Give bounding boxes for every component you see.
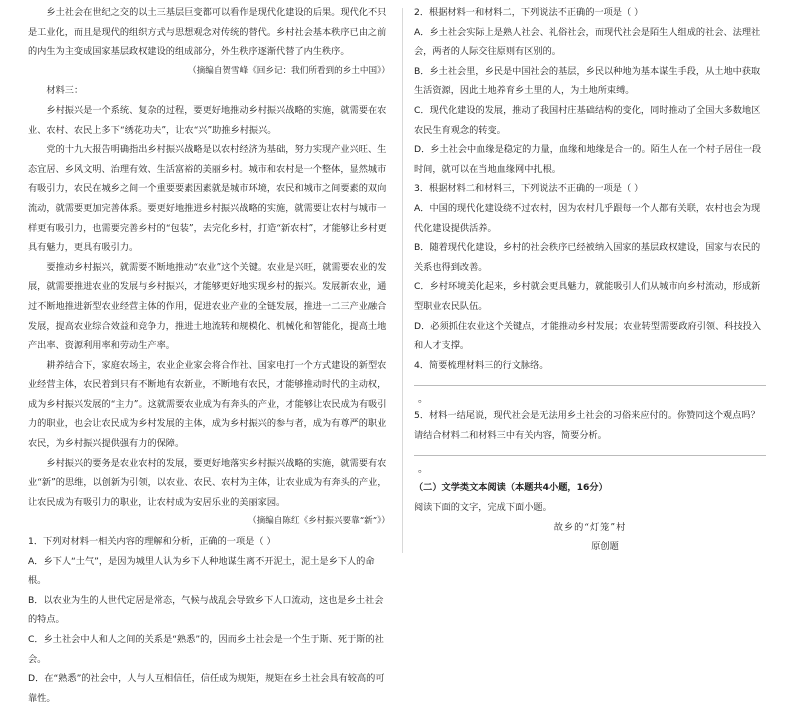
question-3: 3．根据材料二和材料三，下列说法不正确的一项是（ ） <box>414 183 644 195</box>
question-2-option-d: D．乡土社会中血缘是稳定的力量，血缘和地缘是合一的。陌生人在一个村子居住一段时间，就可以在当地血缘网中扎根。 <box>414 144 762 175</box>
material-paragraph: 耕养结合下，家庭农场主，农业企业家会将合作社、国家电打一个方式建设的新型农业经营主体，农民着到只有不断地有农新业，不断地有农民，才能够推动时代的主动权，成为乡村振兴发展的“主力”。这就需要农业成为有奔头的产业，才能够让农民成为有吸引力的职业，也会让农民成为乡村发展的主体，成为乡村振兴的参与者，成为有尊严的职业农民，为乡村振兴提供强有力的保障。 <box>28 359 387 450</box>
question-3-option-a: A．中国的现代化建设绕不过农村，因为农村几乎跟每一个人都有关联，农村也会为现代化建设提供活养。 <box>414 202 761 234</box>
question-3-option-b: B．随着现代化建设，乡村的社会秩序已经被纳入国家的基层政权建设，国家与农民的关系也得到改善。 <box>414 242 761 273</box>
question-1-option-a: A．乡下人“土气”，是因为城里人认为乡下人种地谋生离不开泥土，泥土是乡下人的命根。 <box>28 555 375 587</box>
answer-end-mark: 。 <box>418 394 428 406</box>
source-citation: （摘编自贺雪峰《回乡记：我们所看到的乡土中国》） <box>188 65 390 76</box>
right-column <box>414 0 766 561</box>
material-paragraph: 乡土社会在世纪之交的以土三基层巨变都可以看作是现代化建设的后果。现代化不只是工业化，而且是现代的组织方式与思想观念对传统的替代。乡村社会基本秩序已由之前的内生为主变成国家基层政权建设的组成部分，外生秩序逐渐代替了内生秩序。 <box>28 7 387 58</box>
question-1-option-d: D．在“熟悉”的社会中，人与人互相信任，信任成为规矩，规矩在乡土社会具有较高的可靠性。 <box>28 673 385 704</box>
question-2-option-b: B．乡土社会里，乡民是中国社会的基层，乡民以种地为基本谋生手段，从土地中获取生活资源，因此土地养育乡土里的人，为土地所束缚。 <box>414 65 761 97</box>
question-3-option-d: D．必须抓住农业这个关键点，才能推动乡村发展；农业转型需要政府引领、科技投入和人才支撑。 <box>414 320 762 352</box>
answer-line[interactable] <box>414 455 766 456</box>
question-4: 4．简要梳理材料三的行文脉络。 <box>414 359 549 371</box>
material-paragraph: 要推动乡村振兴，就需要不断地推动“农业”这个关键。农业是兴旺，就需要农业的发展，就需要推进农业的发展与乡村振兴，才能够更好地实现乡村的振兴。发展新农业，通过不断地推进新型农业经营主体的作用，促进农业产业的全链发展，推进一二三产业融合发展，提高农业综合效益和竞争力，推进土地流转和规模化、机械化和智能化，提高土地产出率、资源利用率和劳动生产率。 <box>28 261 387 352</box>
question-1-option-c: C．乡土社会中人和人之间的关系是“熟悉”的，因而乡土社会是一个生于斯、死于斯的社会。 <box>28 634 384 665</box>
material-heading: 材料三： <box>46 85 84 97</box>
story-author: 原创题 <box>591 541 619 553</box>
answer-end-mark: 。 <box>418 464 428 476</box>
section-heading: （二）文学类文本阅读（本题共4小题，16分） <box>414 482 608 494</box>
material-paragraph: 党的十九大报告明确指出乡村振兴战略是以农村经济为基础，努力实现产业兴旺、生态宜居、乡风文明、治理有效、生活富裕的美丽乡村。城市和农村是一个整体，显然城市有吸引力，农民在城乡之间一个重要要素因素就是城市环境，农民和城市之间要素的双向流动，就需要更加完善体系。要更好地推进乡村振兴战略的实施，就需要让农村与城市一样更有吸引力，也需要完善乡村的“包装”，去完化乡村，打造“新农村”，才能够让乡村更具有魅力，更具有吸引力。 <box>28 144 387 254</box>
question-3-option-c: C．乡村环境美化起来，乡村就会更具魅力，就能吸引人们从城市向乡村流动，形成新型职业农民队伍。 <box>414 281 761 312</box>
question-2: 2．根据材料一和材料二，下列说法不正确的一项是（ ） <box>414 7 644 18</box>
question-1-option-b: B．以农业为生的人世代定居是常态，气候与战乱会导致乡下人口流动，这也是乡土社会的特点。 <box>28 594 384 626</box>
story-title: 故乡的“灯笼”村 <box>553 521 627 533</box>
question-1: 1．下列对材料一相关内容的理解和分析，正确的一项是（ ） <box>28 536 276 548</box>
reading-instruction: 阅读下面的文字，完成下面小题。 <box>414 502 552 514</box>
question-5: 5．材料一结尾说，现代社会是无法用乡土社会的习俗来应付的。你赞同这个观点吗？请结合材料二和材料三中有关内容，简要分析。 <box>414 410 760 441</box>
column-divider <box>402 8 403 553</box>
source-citation: （摘编自陈红《乡村振兴要靠“新”》） <box>248 516 390 527</box>
question-2-option-c: C．现代化建设的发展，推动了我国村庄基础结构的变化，同时推动了全国大多数地区农民生育观念的转变。 <box>414 104 761 136</box>
material-paragraph: 乡村振兴是一个系统、复杂的过程，要更好地推动乡村振兴战略的实施，就需要在农业、农村、农民上多下“绣花功夫”，让农“兴”助推乡村振兴。 <box>28 104 387 136</box>
question-2-option-a: A．乡土社会实际上是熟人社会、礼俗社会，而现代社会是陌生人组成的社会、法理社会，两者的人际交往原则有区别的。 <box>414 26 761 58</box>
left-column <box>28 0 390 704</box>
answer-line[interactable] <box>414 385 766 386</box>
material-paragraph: 乡村振兴的要务是农业农村的发展，要更好地落实乡村振兴战略的实施，就需要有农业“新”的思维，以创新为引领，以农业、农民、农村为主体，让农业成为有奔头的产业，让农民成为有吸引力的职业，让农村成为安居乐业的美丽家园。 <box>28 457 387 508</box>
